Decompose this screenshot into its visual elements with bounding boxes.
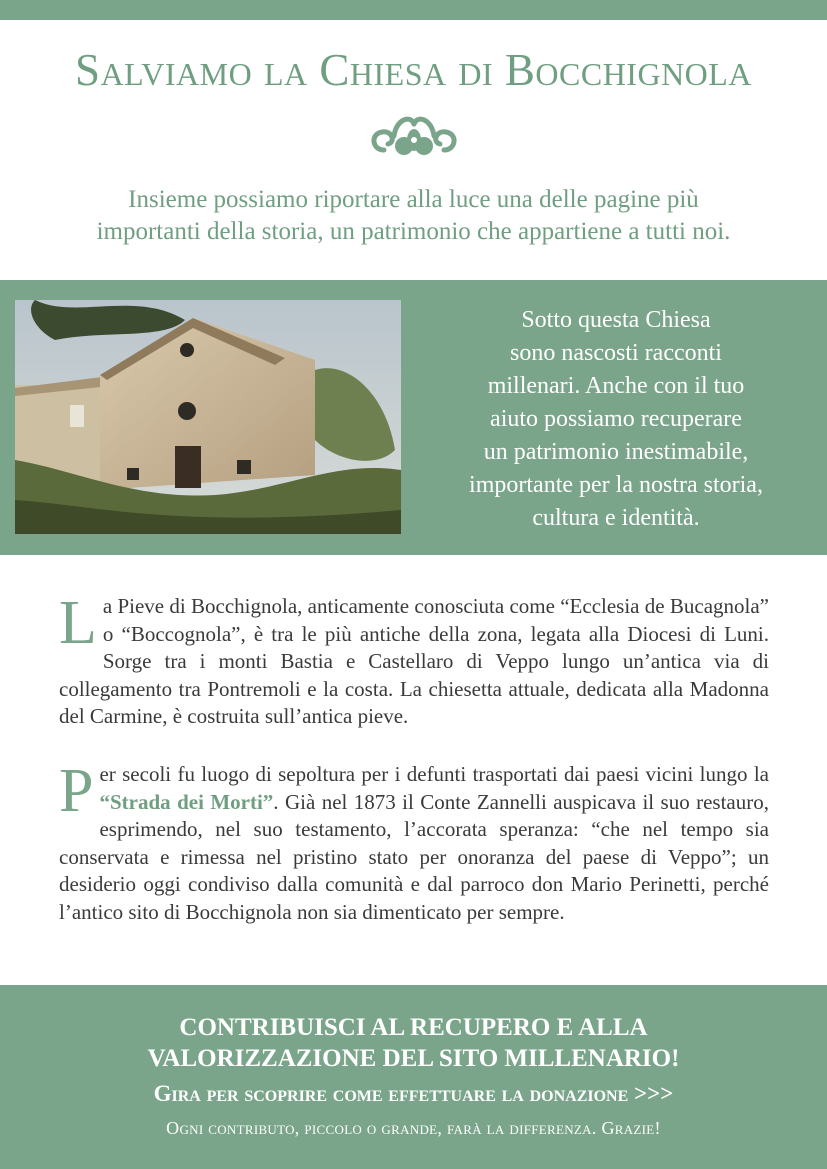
intro-line-2: importanti della storia, un patrimonio che appartiene a tutti noi. <box>96 218 731 245</box>
cta-headline-line-2: VALORIZZAZIONE DEL SITO MILLENARIO! <box>147 1045 680 1072</box>
cta-donation-instruction: Gira per scoprire come effettuare la donazione >>> <box>153 1081 674 1106</box>
paragraph-2-text-a: er secoli fu luogo di sepoltura per i defunti trasportati dai paesi vicini lungo la <box>99 762 769 786</box>
top-bar <box>0 0 827 20</box>
dropcap-l: L <box>59 589 97 657</box>
strada-dei-morti-highlight: “Strada dei Morti” <box>99 789 274 814</box>
paragraph-2-text-b: . Già nel 1873 il Conte Zannelli auspicava il suo restauro, esprimendo, nel suo testamento, l’accorata speranza: “che nel tempo sia conservata e rimessa nel pristino stato per onoranza del paese di Veppo”; un desiderio oggi condiviso dalla comunità e dal parroco don Mario Perinetti, perché l’antico sito di Bocchignola non sia dimenticato per sempre. <box>59 789 769 924</box>
band-line: millenari. Anche con il tuo <box>487 373 745 399</box>
paragraph-1-text: a Pieve di Bocchignola, anticamente conosciuta come “Ecclesia de Bucagnola” o “Boccognola”, è tra le più antiche della zona, legata alla Diocesi di Luni. Sorge tra i monti Bastia e Castellaro di Veppo lungo un’antica via di collegamento tra Pontremoli e la costa. La chiesetta attuale, dedicata alla Madonna del Carmine, è costruita sull’antica pieve. <box>59 594 769 728</box>
intro-text <box>40 184 787 248</box>
band-line: sono nascosti racconti <box>510 340 722 366</box>
cta-headline-line-1: CONTRIBUISCI AL RECUPERO E ALLA <box>179 1014 648 1041</box>
band-line: cultura e identità. <box>532 505 700 531</box>
floral-ornament-icon <box>364 110 464 165</box>
cta-thanks: Ogni contributo, piccolo o grande, farà la differenza. Grazie! <box>166 1118 661 1138</box>
dropcap-p: P <box>59 757 94 825</box>
intro-line-1: Insieme possiamo riportare alla luce una delle pagine più <box>128 186 699 213</box>
band-line: importante per la nostra storia, <box>469 472 763 498</box>
page-title: Salviamo la Chiesa di Bocchignola <box>75 45 752 95</box>
band-line: aiuto possiamo recuperare <box>490 406 742 432</box>
band-line: un patrimonio inestimabile, <box>483 439 749 465</box>
band-text <box>416 304 816 535</box>
paragraph-2 <box>59 757 769 926</box>
church-photo <box>15 300 401 534</box>
band-line: Sotto questa Chiesa <box>521 307 711 333</box>
paragraph-1 <box>59 589 769 731</box>
cta-headline <box>0 1012 827 1074</box>
